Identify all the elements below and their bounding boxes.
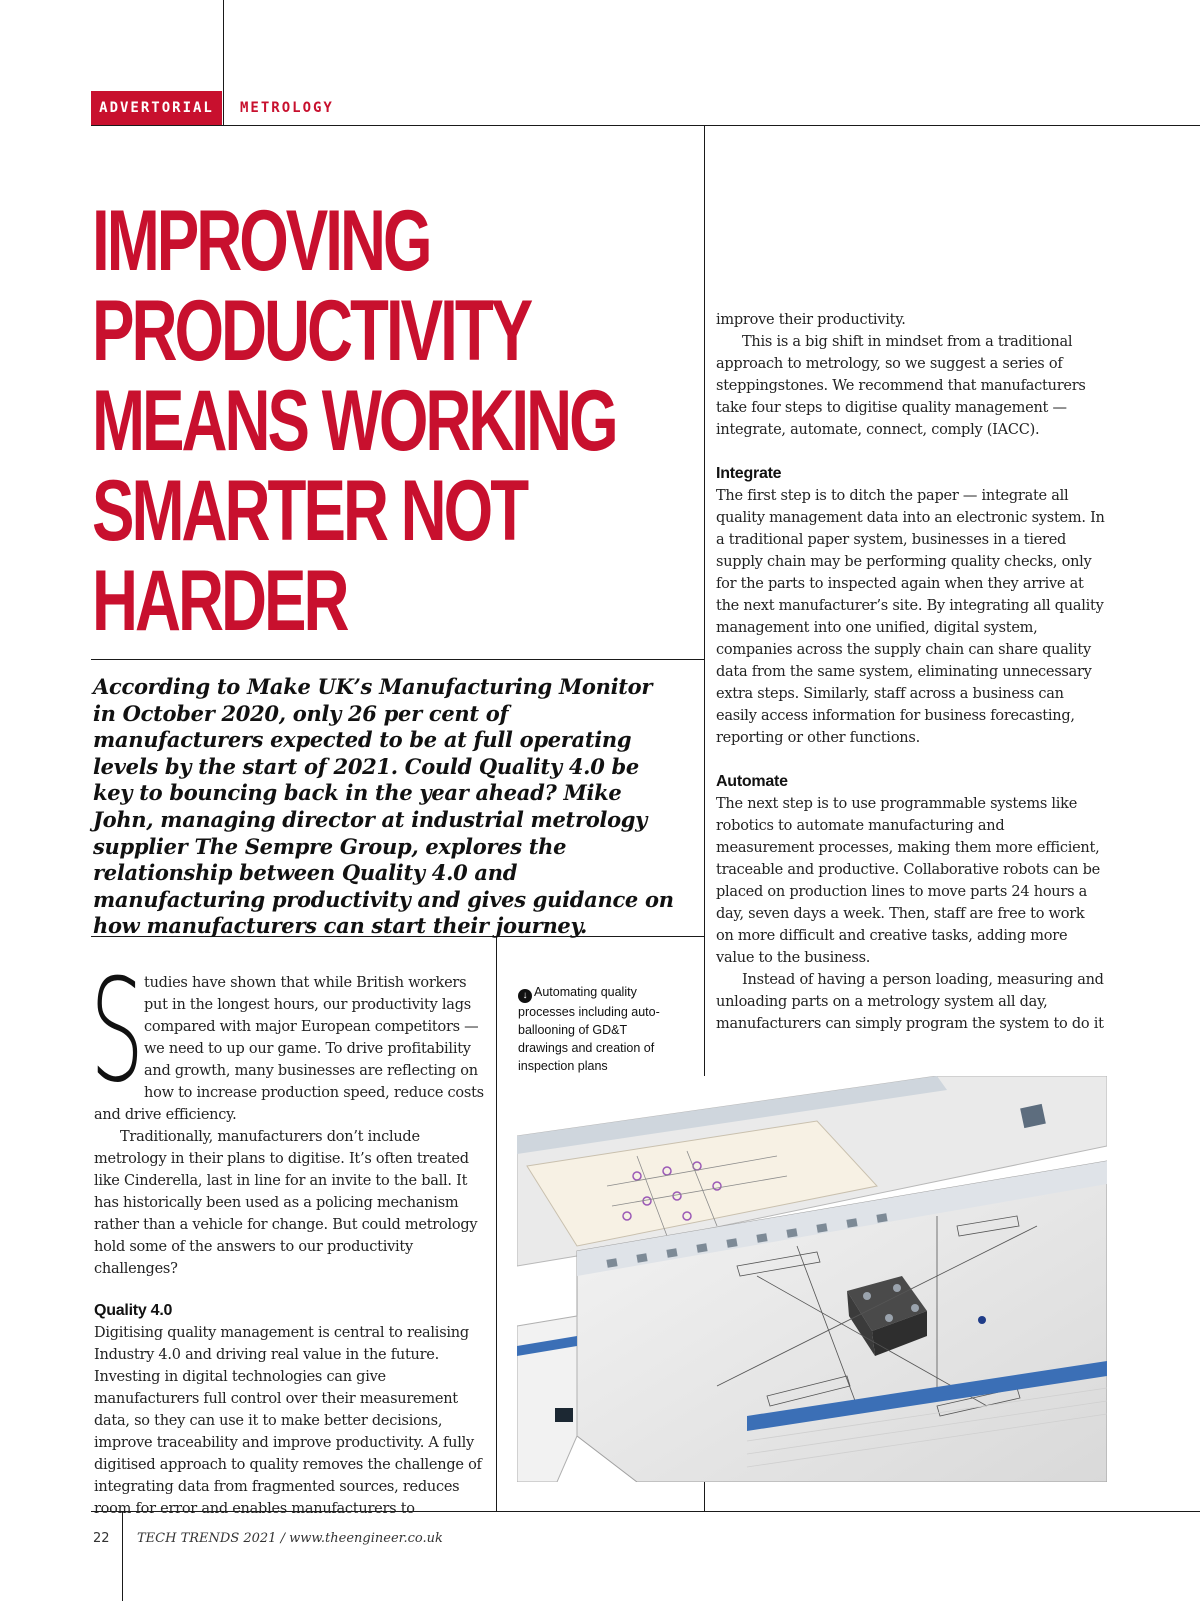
paragraph: Instead of having a person loading, measuring and unloading parts on a metrology system all day, manufacturers can simply program the system to do it <box>716 972 1104 1032</box>
top-left-rule <box>223 0 224 125</box>
headline-line: MEANS WORKING <box>92 373 616 469</box>
paragraph: The first step is to ditch the paper — integrate all quality management data into an electronic system. In a traditional paper system, businesses in a tiered supply chain may be performing quality checks, only for the parts to inspected again when they arrive at the next manufacturer’s site. By integrating all quality management into one unified, digital system, companies across the supply chain can share quality data from the same system, eliminating unnecessary extra steps. Similarly, staff across a business can easily access information for business forecasting, reporting or other functions. <box>716 488 1105 746</box>
header-rule <box>91 125 1200 126</box>
headline <box>92 193 616 649</box>
headline-line: SMARTER NOT <box>92 463 527 559</box>
intro-text: tudies have shown that while British workers put in the longest hours, our productivity lags compared with major European competitors — we need to up our game. To drive profitability and growth, many businesses are reflecting on how to increase production speed, reduce costs and drive efficiency. <box>94 975 484 1123</box>
left-column <box>90 949 484 1520</box>
figure-caption <box>518 983 668 1075</box>
headline-rule <box>91 659 704 660</box>
headline-line: HARDER <box>92 553 347 649</box>
subhead-integrate: Integrate <box>716 465 782 482</box>
publication-credit: TECH TRENDS 2021 / www.theengineer.co.uk <box>137 1531 443 1546</box>
spacer <box>94 1280 484 1300</box>
footer-left-rule <box>122 1511 123 1601</box>
caption-text: Automating quality processes including auto-ballooning of GD&T drawings and creation of inspection plans <box>518 985 660 1073</box>
arrow-down-icon: ↓ <box>518 989 532 1003</box>
headline-line: PRODUCTIVITY <box>92 283 531 379</box>
paragraph: The next step is to use programmable systems like robotics to automate manufacturing and measurement processes, making them more efficient, traceable and productive. Collaborative robots can be placed on production lines to move parts 24 hours a day, seven days a week. Then, staff are free to work on more difficult and creative tasks, adding more value to the business. <box>716 796 1100 966</box>
subhead-automate: Automate <box>716 773 788 790</box>
paragraph: Digitising quality management is central to realising Industry 4.0 and driving real value in the future. Investing in digital technologies can give manufacturers full control over their measurement data, so they can use it to make better decisions, improve traceability and improve productivity. A fully digitised approach to quality removes the challenge of integrating data from fragmented sources, reduces room for error and enables manufacturers to <box>94 1325 482 1517</box>
paragraph: This is a big shift in mindset from a traditional approach to metrology, so we suggest a series of steppingstones. We recommend that manufacturers take four steps to digitise quality management — integrate, automate, connect, comply (IACC). <box>716 334 1086 438</box>
spacer <box>716 749 1106 771</box>
topic-tag: METROLOGY <box>240 100 334 116</box>
screenshot-illustration <box>517 1076 1107 1482</box>
paragraph: improve their productivity. <box>716 312 906 328</box>
headline-line: IMPROVING <box>92 193 430 289</box>
paragraph: Traditionally, manufacturers don’t include metrology in their plans to digitise. It’s often treated like Cinderella, last in line for an invite to the ball. It has historically been used as a policing mechanism rather than a vehicle for change. But could metrology hold some of the answers to our productivity challenges? <box>94 1129 478 1277</box>
software-screenshot-image <box>517 1076 1107 1482</box>
right-column <box>716 309 1106 1035</box>
intro-paragraph <box>90 949 484 1126</box>
section-tag: ADVERTORIAL <box>91 91 222 125</box>
subhead-quality: Quality 4.0 <box>94 1302 173 1319</box>
column-divider-left <box>496 936 497 1511</box>
spacer <box>716 441 1106 463</box>
drop-cap: S <box>90 949 144 1114</box>
standfirst: According to Make UK’s Manufacturing Monitor in October 2020, only 26 per cent of manufacturers expected to be at full operating levels by the start of 2021. Could Quality 4.0 be key to bouncing back in the year ahead? Mike John, managing director at industrial metrology supplier The Sempre Group, explores the relationship between Quality 4.0 and manufacturing productivity and gives guidance on how manufacturers can start their journey. <box>93 674 674 939</box>
page-number: 22 <box>93 1531 110 1546</box>
